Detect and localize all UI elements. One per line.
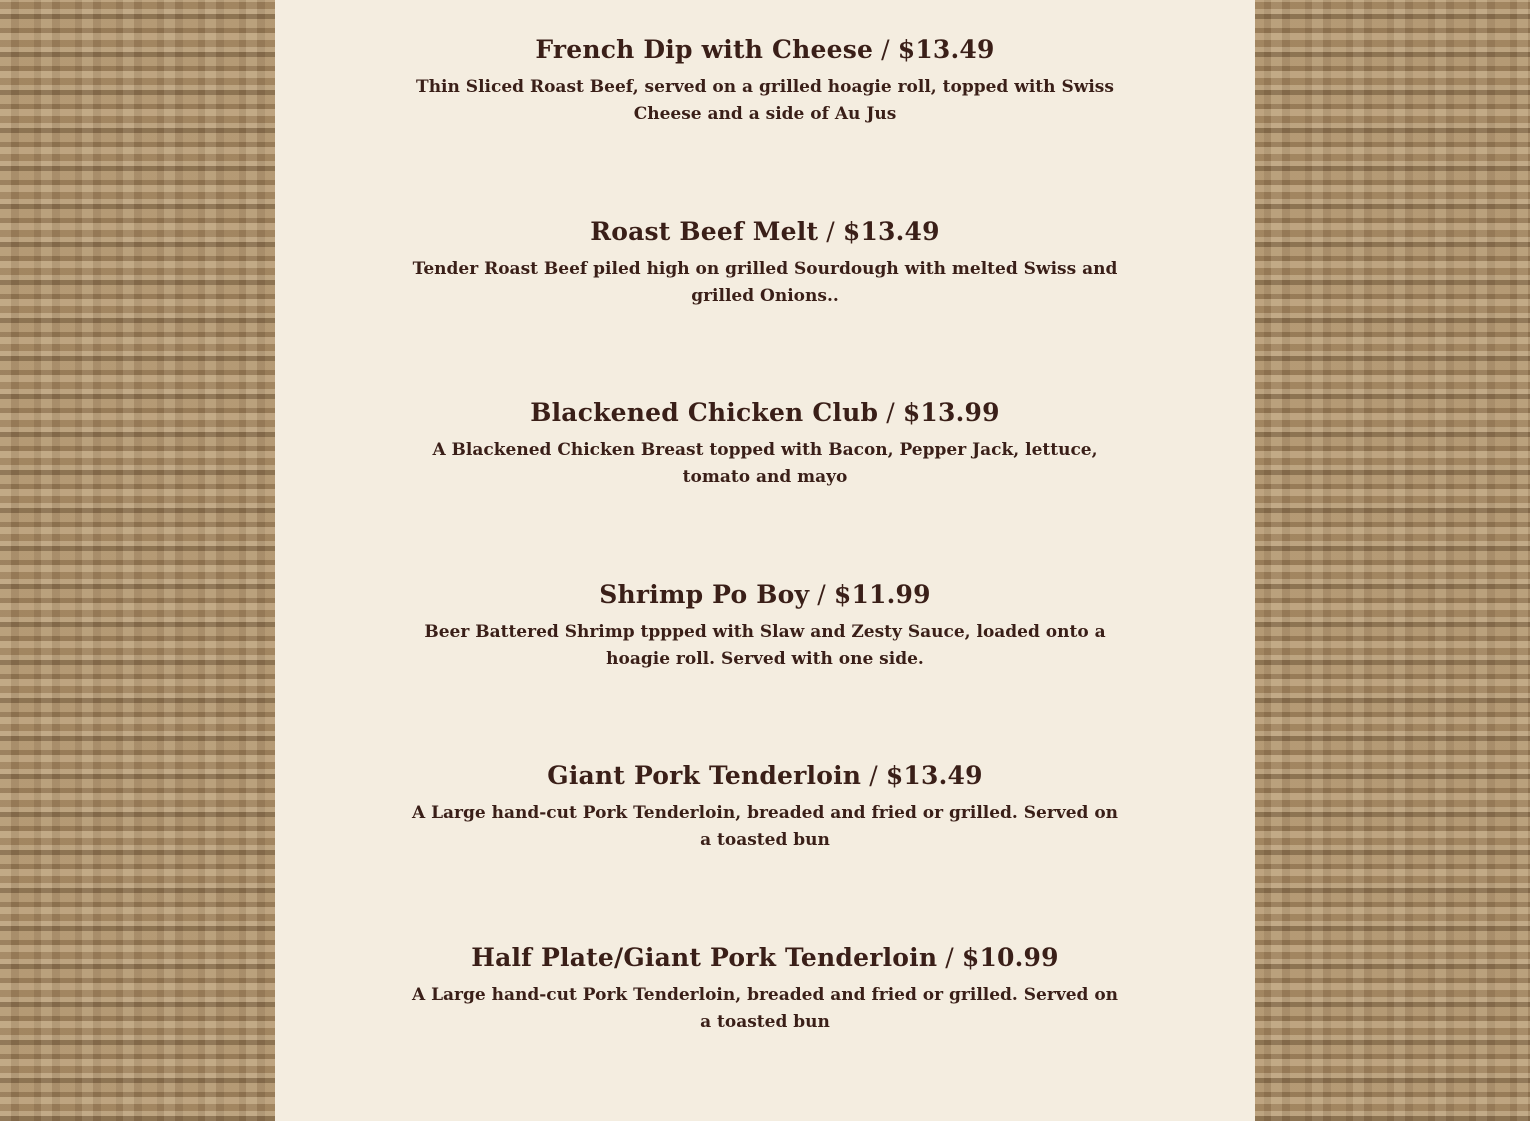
menu-item-title [275, 396, 1255, 430]
price-separator: / [886, 398, 895, 427]
item-name: Roast Beef Melt [590, 217, 819, 246]
menu-item-title [275, 941, 1255, 975]
item-name: Blackened Chicken Club [530, 398, 879, 427]
menu-item-title [275, 33, 1255, 67]
item-name: Shrimp Po Boy [599, 580, 810, 609]
item-description: Beer Battered Shrimp tppped with Slaw and Zesty Sauce, loaded onto a hoagie roll. Served with one side. [424, 622, 1106, 669]
menu-item [275, 578, 1255, 673]
item-price: $10.99 [961, 943, 1059, 972]
menu-item-title [275, 578, 1255, 612]
item-price: $13.49 [885, 761, 983, 790]
menu-item [275, 941, 1255, 1036]
item-price: $13.99 [902, 398, 1000, 427]
menu-item [275, 759, 1255, 854]
item-description: Thin Sliced Roast Beef, served on a grilled hoagie roll, topped with Swiss Cheese and a side of Au Jus [416, 77, 1114, 124]
price-separator: / [826, 217, 835, 246]
menu-panel [275, 0, 1255, 1121]
item-price: $11.99 [833, 580, 931, 609]
menu-item [275, 396, 1255, 491]
item-name: Giant Pork Tenderloin [547, 761, 862, 790]
item-price: $13.49 [897, 35, 995, 64]
item-description: A Blackened Chicken Breast topped with Bacon, Pepper Jack, lettuce, tomato and mayo [432, 440, 1098, 487]
item-description: Tender Roast Beef piled high on grilled Sourdough with melted Swiss and grilled Onions.. [412, 259, 1118, 306]
item-price: $13.49 [842, 217, 940, 246]
menu-item [275, 33, 1255, 128]
item-name: Half Plate/Giant Pork Tenderloin [471, 943, 938, 972]
menu-item-title [275, 215, 1255, 249]
price-separator: / [869, 761, 878, 790]
menu-item [275, 215, 1255, 310]
item-name: French Dip with Cheese [535, 35, 874, 64]
price-separator: / [945, 943, 954, 972]
menu-item-title [275, 759, 1255, 793]
price-separator: / [817, 580, 826, 609]
price-separator: / [881, 35, 890, 64]
item-description: A Large hand-cut Pork Tenderloin, breaded and fried or grilled. Served on a toasted bun [411, 803, 1119, 850]
item-description: A Large hand-cut Pork Tenderloin, breaded and fried or grilled. Served on a toasted bun [411, 985, 1119, 1032]
